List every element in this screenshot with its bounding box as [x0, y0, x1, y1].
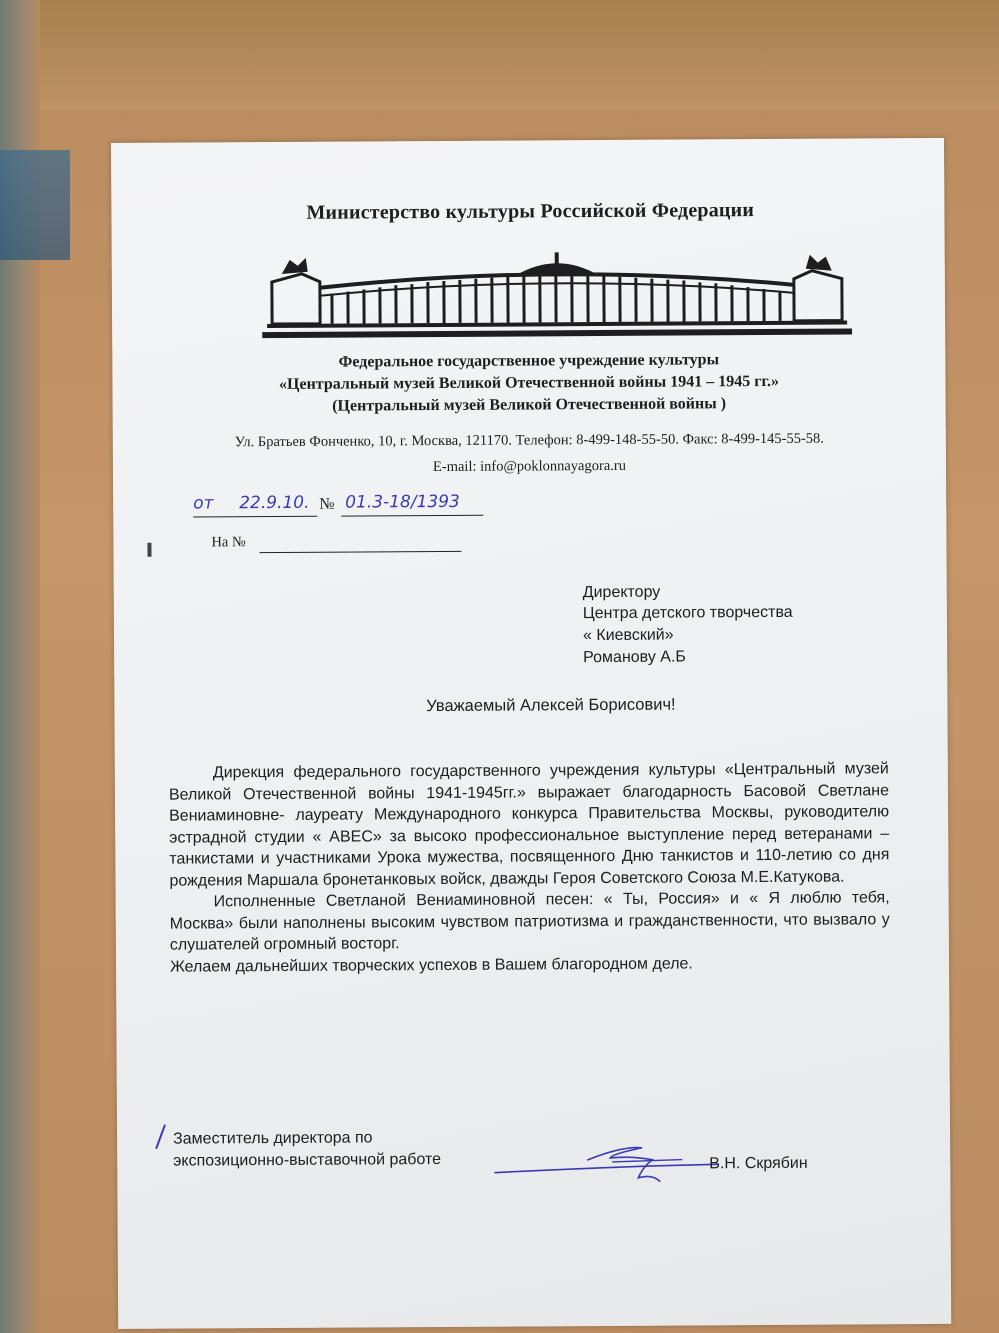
- institution-line-1: Федеральное государственное учреждение культуры: [338, 351, 720, 371]
- incoming-ref-underline: [260, 551, 462, 553]
- margin-mark: [147, 543, 151, 557]
- signatory-title-line-2: экспозиционно-выставочной работе: [173, 1151, 442, 1170]
- ministry-heading: Министерство культуры Российской Федерации: [306, 199, 755, 224]
- greeting: Уважаемый Алексей Борисович!: [426, 695, 676, 716]
- background-top: [0, 0, 999, 110]
- email-line: E-mail: info@poklonnayagora.ru: [432, 457, 626, 476]
- recipient-line-2: Центра детского творчества: [582, 603, 793, 623]
- recipient-line-1: Директору: [582, 583, 661, 602]
- signatory-title-line-1: Заместитель директора по: [173, 1129, 373, 1148]
- signatory-name: В.Н. Скрябин: [709, 1154, 808, 1173]
- body-paragraph-1: Дирекция федерального государственного учреждения культуры «Центральный музей Великой Отечественной войны 1941-1945гг.» выражает благодарность Басовой Светлане Вениаминовне- лауреату Международного конкурса Правительства Москвы, руководителю эстрадной студии « АВЕС» за высоко профессиональное выступление перед ветеранами –танкистами и участниками Урока мужества, посвященного Дню танкистов и 110-летию со дня рождения Маршала бронетанковых войск, дважды Героя Советского Союза М.Е.Катукова.: [168, 760, 890, 890]
- ref-number-handwritten: 01.3-18/1393: [345, 491, 460, 513]
- address-line: Ул. Братьев Фонченко, 10, г. Москва, 121170. Телефон: 8-499-148-55-50. Факс: 8-499-145-55-58.: [234, 430, 824, 451]
- museum-colonnade-logo: [262, 250, 853, 349]
- letter-body: [169, 758, 890, 977]
- ref-date-handwritten: 22.9.10.: [239, 492, 310, 514]
- body-paragraph-3: Желаем дальнейших творческих успехов в Вашем благородном деле.: [169, 954, 693, 976]
- ref-number-sign: №: [319, 495, 335, 513]
- background-shelf: [0, 150, 70, 260]
- recipient-line-4: Романову А.Б: [583, 648, 686, 667]
- institution-line-2: «Центральный музей Великой Отечественной войны 1941 – 1945 гг.»: [278, 372, 779, 393]
- ref-ot-handwritten: от: [193, 493, 214, 514]
- letter-sheet: [111, 138, 951, 1329]
- ref-underline-date: [233, 516, 317, 518]
- ref-underline-number: [341, 515, 483, 517]
- body-paragraph-2: Исполненные Светланой Вениаминовной песен: « Ты, Россия» и « Я люблю тебя, Москва» были наполнены высоким чувством патриотизма и гражданственности, что вызвало у слушателей огромный восторг.: [169, 889, 890, 954]
- handwritten-signature: [492, 1137, 732, 1188]
- margin-tick-mark: [153, 1123, 167, 1151]
- institution-line-3: (Центральный музей Великой Отечественной войны ): [332, 395, 727, 415]
- ref-underline-ot: [193, 516, 233, 517]
- incoming-ref-label: На №: [211, 534, 246, 551]
- recipient-line-3: « Киевский»: [582, 626, 674, 645]
